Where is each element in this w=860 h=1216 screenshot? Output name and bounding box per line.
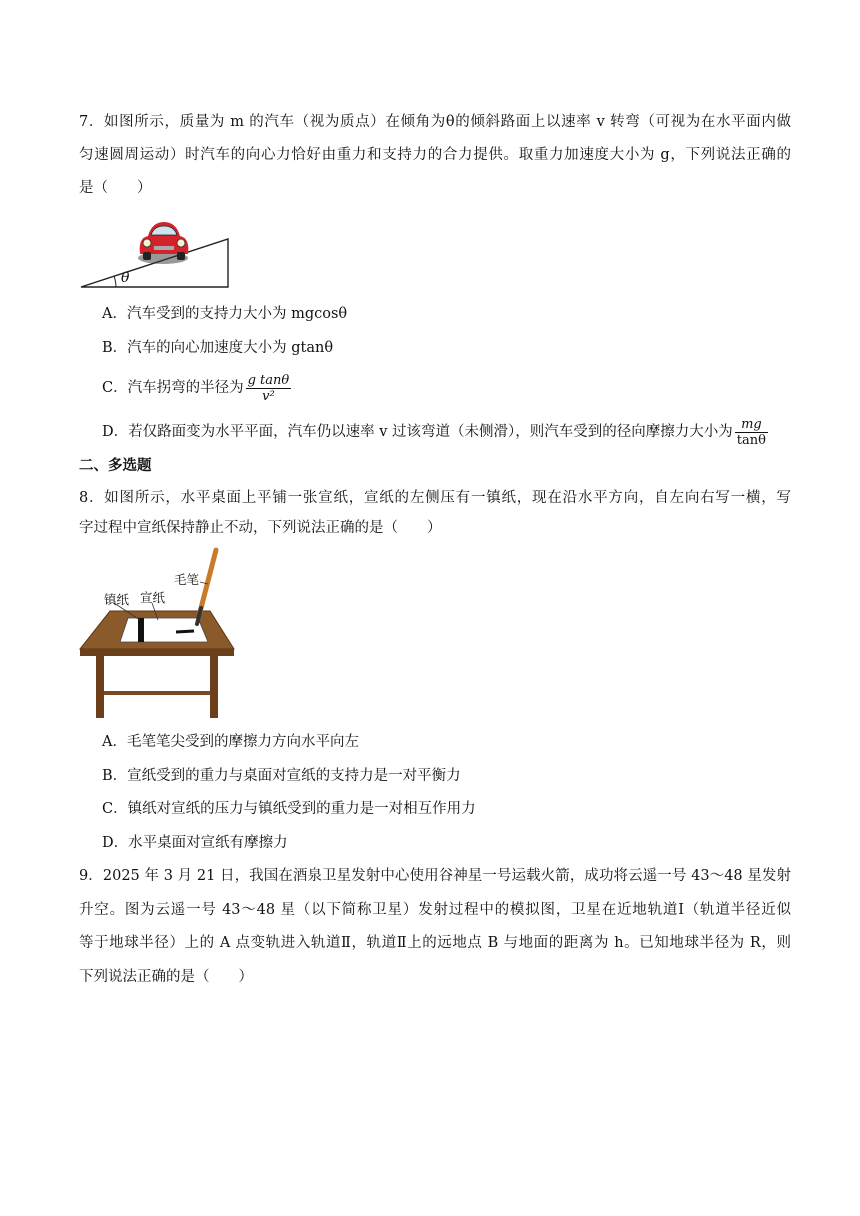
q8-option-d: D．水平桌面对宣纸有摩擦力 xyxy=(102,835,288,851)
q7-stem-line-1: 7．如图所示，质量为 m 的汽车（视为质点）在倾角为θ的倾斜路面上以速率 v 转弯（可视为在水平面内做 xyxy=(79,114,791,130)
q7-figure-incline-car xyxy=(78,212,238,292)
q7-option-c-text: C．汽车拐弯的半径为 xyxy=(102,380,244,396)
q7-option-c-denominator: v² xyxy=(262,388,275,404)
q7-option-d-fraction xyxy=(735,417,768,448)
q7-option-b: B．汽车的向心加速度大小为 gtanθ xyxy=(102,340,334,356)
section-title: 二、多选题 xyxy=(79,457,152,474)
car-icon xyxy=(138,222,188,264)
q8-stem-line-2: 字过程中宣纸保持静止不动，下列说法正确的是（ ） xyxy=(79,520,442,536)
paper-weight xyxy=(138,618,144,642)
q7-option-d xyxy=(102,416,768,448)
q7-option-a: A．汽车受到的支持力大小为 mgcosθ xyxy=(102,306,348,322)
q8-option-c: C．镇纸对宣纸的压力与镇纸受到的重力是一对相互作用力 xyxy=(102,801,476,817)
angle-label-theta: θ xyxy=(121,270,130,286)
label-rice-paper: 宣纸 xyxy=(140,590,166,605)
q7-option-c-numerator: g tanθ xyxy=(247,372,290,388)
q9-stem-line-1: 9．2025 年 3 月 21 日，我国在酒泉卫星发射中心使用谷神星一号运载火箭，成功将云遥一号 43～48 星发射 xyxy=(79,868,791,884)
q7-option-d-numerator: mg xyxy=(735,417,768,433)
q7-stem-line-3: 是（ ） xyxy=(79,180,152,196)
q7-option-d-text: D．若仅路面变为水平平面，汽车仍以速率 v 过该弯道（未侧滑），则汽车受到的径向摩擦力大小为 xyxy=(102,424,733,440)
angle-arc xyxy=(114,276,116,287)
table-edge xyxy=(80,649,234,656)
q7-stem-line-2: 匀速圆周运动）时汽车的向心力恰好由重力和支持力的合力提供。取重力加速度大小为 g，下列说法正确的 xyxy=(79,147,791,163)
q7-option-c-fraction xyxy=(246,373,292,404)
q9-stem-line-3: 等于地球半径）上的 A 点变轨进入轨道Ⅱ，轨道Ⅱ上的远地点 B 与地面的距离为 h。已知地球半径为 R，则 xyxy=(79,935,791,951)
q7-option-d-denominator: tanθ xyxy=(736,432,766,448)
q9-stem-line-2: 升空。图为云遥一号 43～48 星（以下简称卫星）发射过程中的模拟图，卫星在近地轨道Ⅰ（轨道半径近似 xyxy=(79,902,791,918)
table-leg-right xyxy=(210,656,218,718)
ink-stroke xyxy=(176,631,194,632)
table-crossbar xyxy=(104,691,210,695)
label-paper-weight: 镇纸 xyxy=(104,592,130,607)
q8-figure-desk xyxy=(78,546,238,722)
q8-option-b: B．宣纸受到的重力与桌面对宣纸的支持力是一对平衡力 xyxy=(102,768,461,784)
label-brush: 毛笔 xyxy=(174,572,200,587)
q8-option-a: A．毛笔笔尖受到的摩擦力方向水平向左 xyxy=(102,734,359,750)
q8-stem-line-1: 8．如图所示，水平桌面上平铺一张宣纸，宣纸的左侧压有一镇纸，现在沿水平方向，自左向右写一横，写 xyxy=(79,490,791,506)
q9-stem-line-4: 下列说法正确的是（ ） xyxy=(79,969,253,985)
table-leg-left xyxy=(96,656,104,718)
rice-paper xyxy=(120,618,208,642)
q7-option-c xyxy=(102,372,291,404)
